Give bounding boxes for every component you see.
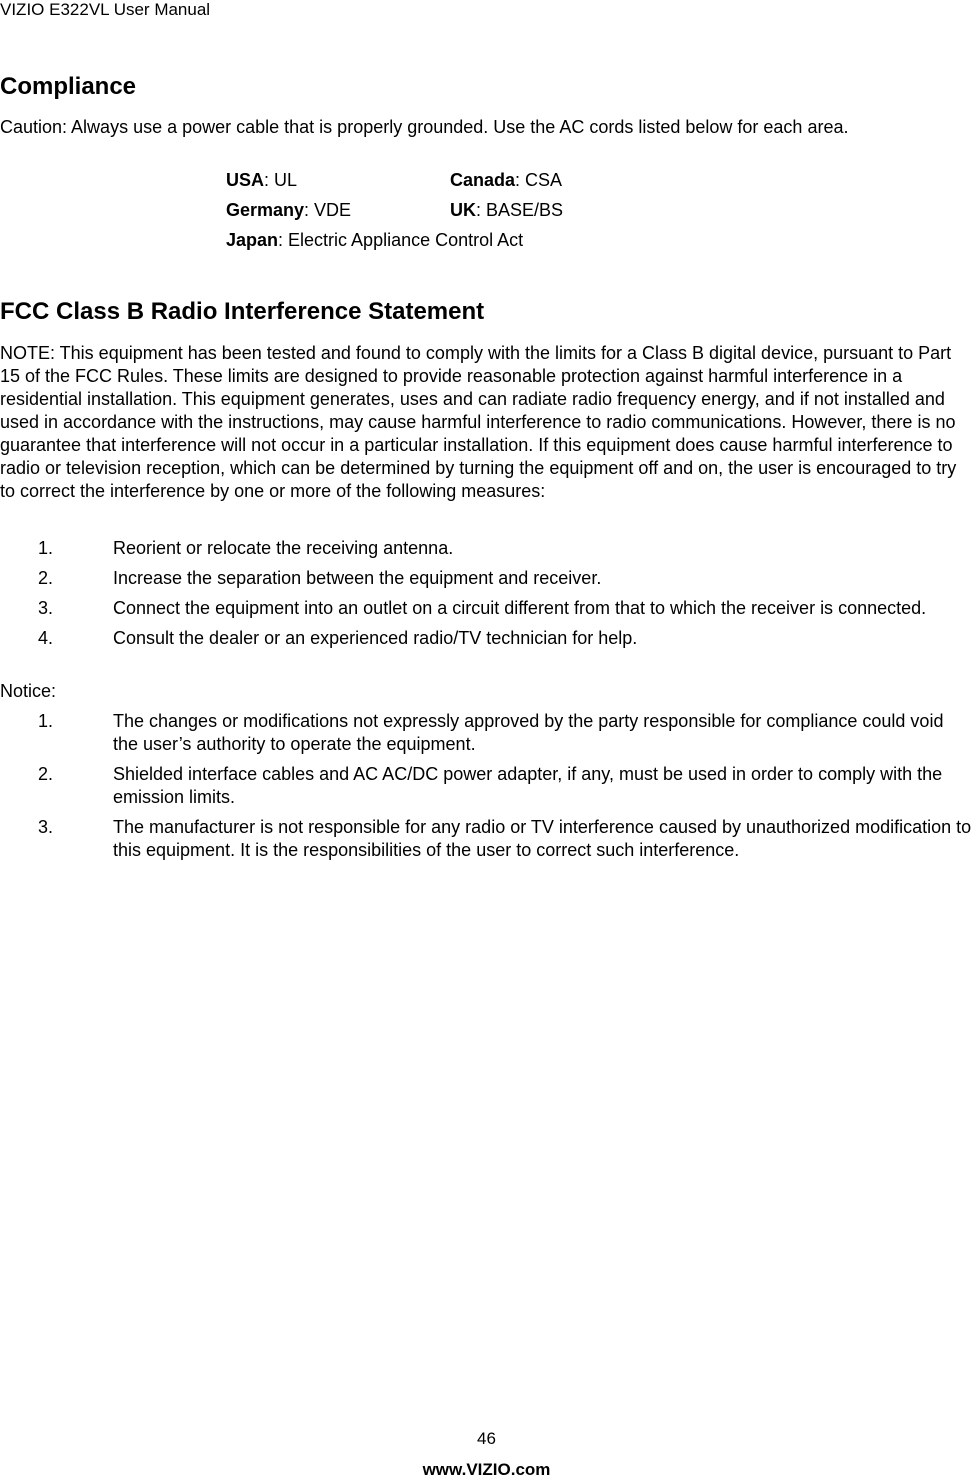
list-item — [0, 816, 973, 862]
list-number: 1. — [38, 711, 54, 731]
list-text: The changes or modifications not expressly approved by the party responsible for compliance could void the user’s authority to operate the equipment. — [113, 711, 944, 754]
list-text: Reorient or relocate the receiving antenna. — [113, 538, 454, 558]
cord-japan-label: Japan — [226, 230, 279, 250]
list-number: 3. — [38, 817, 54, 837]
cord-germany — [226, 199, 351, 222]
measures-list — [0, 537, 973, 657]
list-item — [0, 763, 973, 809]
caution-paragraph: Caution: Always use a power cable that is properly grounded. Use the AC cords listed below for each area. — [0, 117, 849, 137]
list-text: Consult the dealer or an experienced radio/TV technician for help. — [113, 628, 638, 648]
list-text: Shielded interface cables and AC AC/DC power adapter, if any, must be used in order to comply with the emission limits. — [113, 764, 943, 807]
cord-japan-value: : Electric Appliance Control Act — [278, 230, 524, 250]
fcc-note-paragraph: NOTE: This equipment has been tested and found to comply with the limits for a Class B digital device, pursuant to Part 15 of the FCC Rules. These limits are designed to provide reasonable protection against harmful interference in a residential installation. This equipment generates, uses and can radiate radio frequency energy, and if not installed and used in accordance with the instructions, may cause harmful interference to radio communications. However, there is no guarantee that interference will not occur in a particular installation. If this equipment does cause harmful interference to radio or television reception, which can be determined by turning the equipment off and on, the user is encouraged to try to correct the interference by one or more of the following measures: — [0, 343, 957, 501]
footer-url: www.VIZIO.com — [422, 1460, 551, 1479]
cord-canada-value: : CSA — [515, 170, 563, 190]
list-item — [0, 567, 973, 590]
cord-canada-label: Canada — [450, 170, 516, 190]
list-text: Increase the separation between the equipment and receiver. — [113, 568, 602, 588]
notice-list — [0, 710, 973, 869]
list-number: 3. — [38, 598, 54, 618]
cord-japan — [226, 229, 523, 252]
list-text: The manufacturer is not responsible for any radio or TV interference caused by unauthorized modification to this equipment. It is the responsibilities of the user to correct such interference. — [113, 817, 972, 860]
list-item — [0, 537, 973, 560]
cord-usa-label: USA — [226, 170, 265, 190]
running-header: VIZIO E322VL User Manual — [0, 0, 211, 19]
cord-uk — [450, 199, 563, 222]
cord-uk-value: : BASE/BS — [476, 200, 564, 220]
fcc-heading: FCC Class B Radio Interference Statement — [0, 298, 485, 325]
list-number: 2. — [38, 568, 54, 588]
list-item — [0, 627, 973, 650]
cord-uk-label: UK — [450, 200, 476, 220]
cord-usa-value: : UL — [264, 170, 298, 190]
cord-germany-value: : VDE — [304, 200, 352, 220]
cord-canada — [450, 169, 562, 192]
page-number: 46 — [477, 1429, 496, 1448]
cord-germany-label: Germany — [226, 200, 305, 220]
list-item — [0, 597, 973, 620]
notice-label: Notice: — [0, 681, 57, 701]
list-number: 4. — [38, 628, 54, 648]
compliance-heading: Compliance — [0, 73, 137, 100]
list-text: Connect the equipment into an outlet on a circuit different from that to which the receiver is connected. — [113, 598, 927, 618]
list-number: 2. — [38, 764, 54, 784]
cord-usa — [226, 169, 297, 192]
list-number: 1. — [38, 538, 54, 558]
list-item — [0, 710, 973, 756]
